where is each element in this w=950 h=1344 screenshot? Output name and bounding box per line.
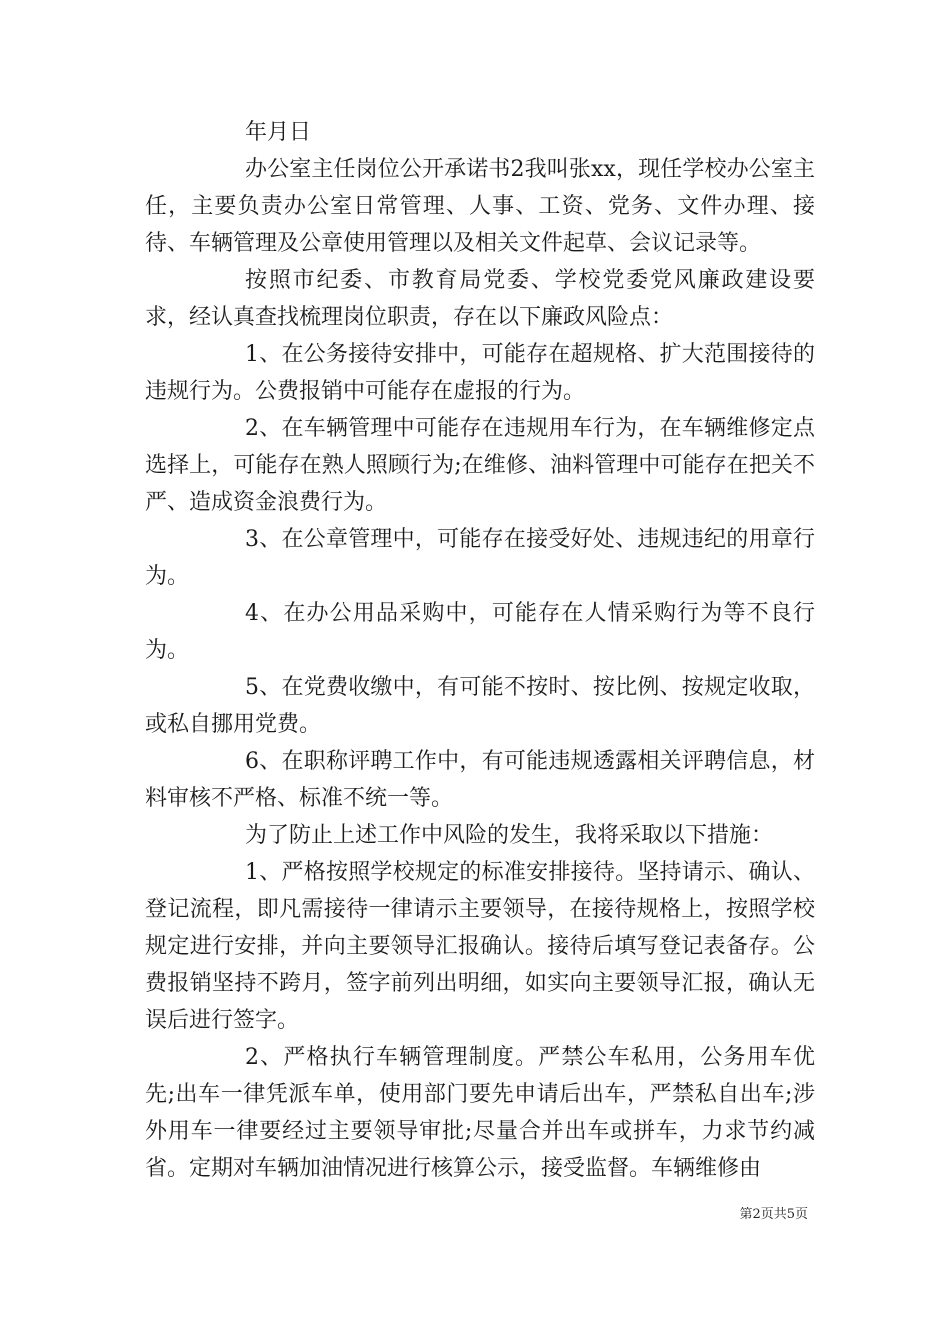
paragraph-requirements: 按照市纪委、市教育局党委、学校党委党风廉政建设要求，经认真查找梳理岗位职责，存在以下廉政风险点： — [145, 268, 815, 330]
page-footer — [0, 1203, 950, 1222]
paragraph-intro: 办公室主任岗位公开承诺书2我叫张xx，现任学校办公室主任，主要负责办公室日常管理、人事、工资、党务、文件办理、接待、车辆管理及公章使用管理以及相关文件起草、会议记录等。 — [145, 157, 815, 256]
paragraph-risk-3: 3、在公章管理中，可能存在接受好处、违规违纪的用章行为。 — [145, 527, 815, 589]
paragraph-measure-1: 1、严格按照学校规定的标准安排接待。坚持请示、确认、登记流程，即凡需接待一律请示主要领导，在接待规格上，按照学校规定进行安排，并向主要领导汇报确认。接待后填写登记表备存。公费报销坚持不跨月，签字前列出明细，如实向主要领导汇报，确认无误后进行签字。 — [145, 860, 815, 1033]
page-number: 第2页共5页 — [739, 1207, 808, 1222]
document-body — [145, 114, 815, 1187]
paragraph-risk-1: 1、在公务接待安排中，可能存在超规格、扩大范围接待的违规行为。公费报销中可能存在虚报的行为。 — [145, 342, 815, 404]
paragraph-measure-2: 2、严格执行车辆管理制度。严禁公车私用，公务用车优先;出车一律凭派车单，使用部门要先申请后出车，严禁私自出车;涉外用车一律要经过主要领导审批;尽量合并出车或拼车，力求节约减省。定期对车辆加油情况进行核算公示，接受监督。车辆维修由 — [145, 1045, 815, 1181]
paragraph-risk-4: 4、在办公用品采购中，可能存在人情采购行为等不良行为。 — [145, 601, 815, 663]
paragraph-risk-2: 2、在车辆管理中可能存在违规用车行为，在车辆维修定点选择上，可能存在熟人照顾行为;在维修、油料管理中可能存在把关不严、造成资金浪费行为。 — [145, 416, 815, 515]
paragraph-measures-intro: 为了防止上述工作中风险的发生，我将采取以下措施： — [245, 823, 774, 848]
paragraph-risk-5: 5、在党费收缴中，有可能不按时、按比例、按规定收取，或私自挪用党费。 — [145, 675, 815, 737]
paragraph-risk-6: 6、在职称评聘工作中，有可能违规透露相关评聘信息，材料审核不严格、标准不统一等。 — [145, 749, 815, 811]
paragraph-date: 年月日 — [245, 120, 312, 145]
